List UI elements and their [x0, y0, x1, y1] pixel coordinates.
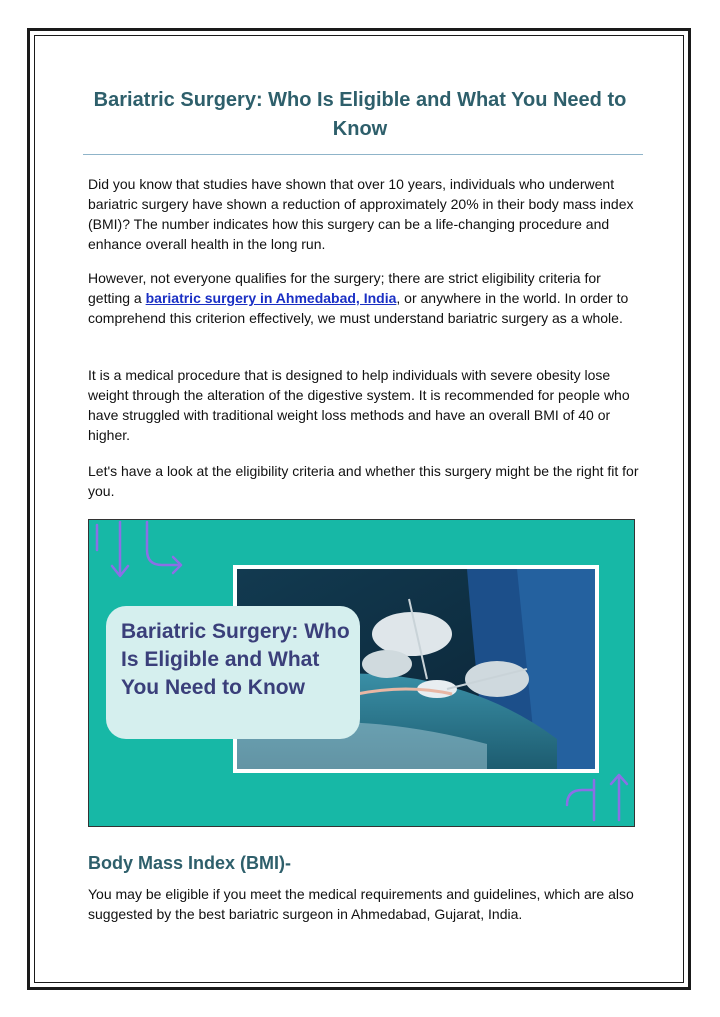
title-divider	[83, 154, 643, 155]
bmi-paragraph: You may be eligible if you meet the medical requirements and guidelines, which are also suggested by the best bariatric surgeon in Ahmedabad, Gujarat, India.	[88, 886, 634, 922]
eligibility-text-end: , or anywhere in the world. In order to comprehend this criterion effectively, we must understand bariatric surgery as a whole.	[88, 290, 629, 326]
banner-title: Bariatric Surgery: Who Is Eligible and What You Need to Know	[121, 620, 350, 699]
criteria-intro-paragraph: Let's have a look at the eligibility criteria and whether this surgery might be the right fit for you.	[88, 463, 639, 499]
eligibility-paragraph	[88, 268, 644, 328]
procedure-paragraph: It is a medical procedure that is designed to help individuals with severe obesity lose weight through the alteration of the digestive system. It is recommended for people who have struggled with traditional weight loss methods and have an overall BMI of 40 or higher.	[88, 367, 630, 443]
section-heading-bmi: Body Mass Index (BMI)-	[88, 853, 292, 873]
eligibility-text-start: However, not everyone qualifies for the surgery; there are strict eligibility criteria for getting a	[88, 270, 601, 306]
banner-image	[88, 519, 635, 827]
page-title: Bariatric Surgery: Who Is Eligible and What You Need to Know	[93, 89, 627, 140]
intro-paragraph: Did you know that studies have shown that over 10 years, individuals who underwent bariatric surgery have shown a reduction of approximately 20% in their body mass index (BMI)? The number indicates how this surgery can be a life-changing procedure and enhance overall health in the long run.	[88, 176, 634, 252]
bariatric-surgery-link[interactable]: bariatric surgery in Ahmedabad, India	[145, 290, 397, 306]
